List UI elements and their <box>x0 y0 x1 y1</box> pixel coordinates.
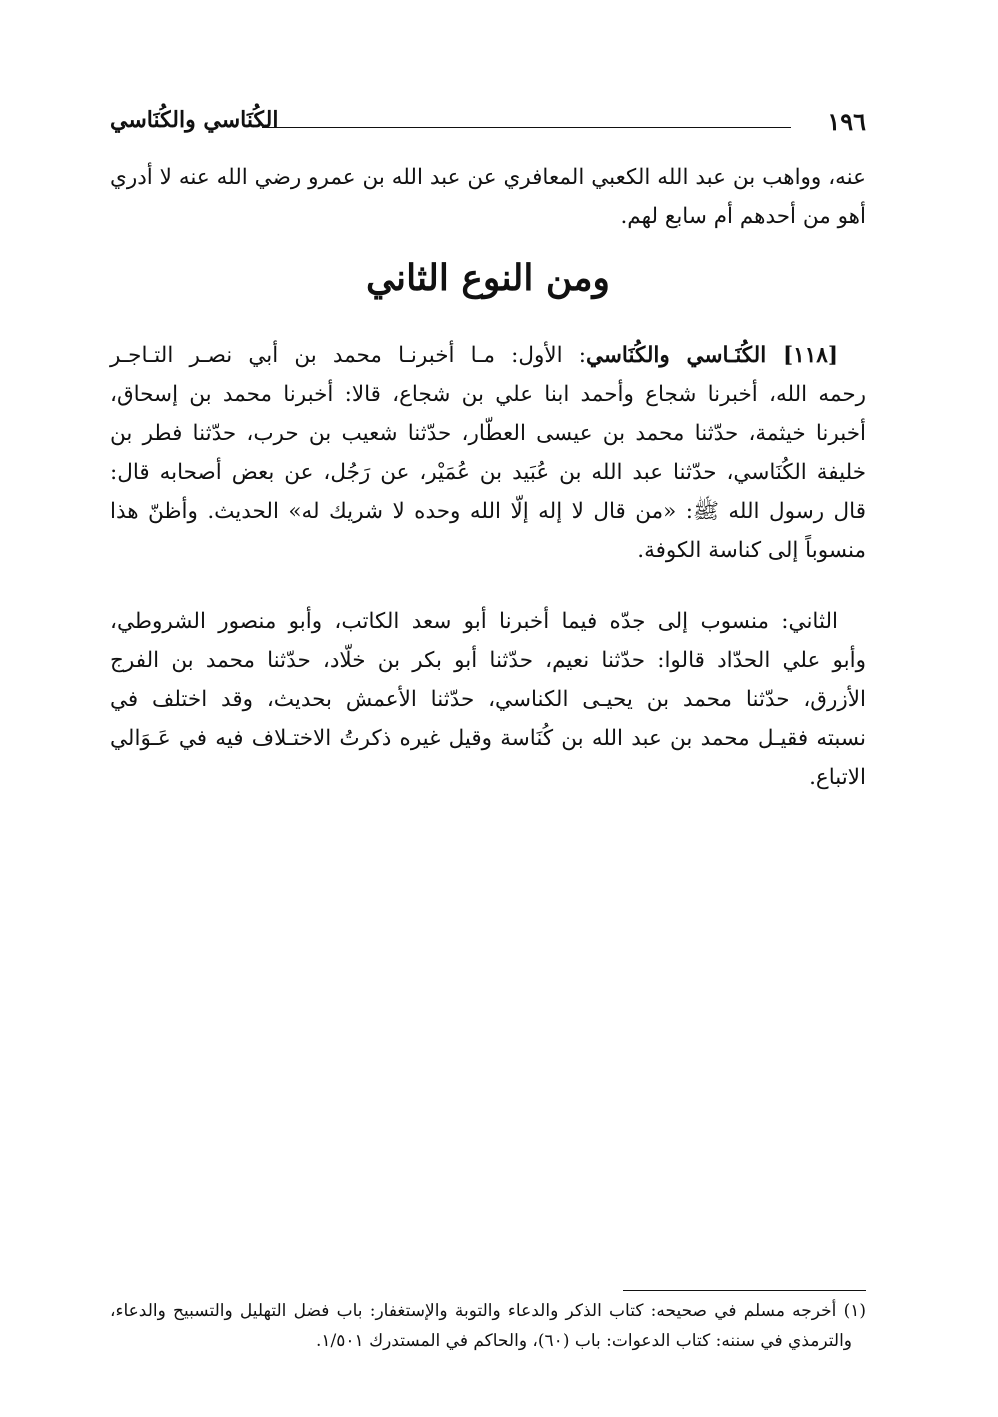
text-line: قال رسول الله ﷺ: «من قال لا إله إلّا الله وحده لا شريك له» الحديث. وأظنّ هذا <box>110 499 866 524</box>
text-line: عنه، وواهب بن عبد الله الكعبي المعافري عن عبد الله بن عمرو رضي الله عنه لا أدري <box>110 165 866 190</box>
page-header <box>110 103 866 147</box>
section-heading: ومن النوع الثاني <box>366 257 610 299</box>
text-line: أخبرنا خيثمة، حدّثنا محمد بن عيسى العطّار، حدّثنا شعيب بن حرب، حدّثنا فطر بن <box>110 421 866 446</box>
entry-paragraph <box>110 336 866 570</box>
entry-heading: [١١٨] الكُنَـاسي والكُنَاسي <box>586 343 838 368</box>
footnote-line: (١) أخرجه مسلم في صحيحه: كتاب الذكر والدعاء والتوبة والإستغفار: باب فضل التهليل والتسبيح والدعاء، <box>110 1301 866 1321</box>
intro-paragraph <box>110 158 866 236</box>
text-line: الثاني: منسوب إلى جدّه فيما أخبرنا أبو سعد الكاتب، وأبو منصور الشروطي، <box>110 609 838 634</box>
text-line: أهو من أحدهم أم سابع لهم. <box>620 204 866 229</box>
page-number: ١٩٦ <box>827 107 866 136</box>
text-line: خليفة الكُنَاسي، حدّثنا عبد الله بن عُبَيد بن عُمَيْر، عن رَجُل، عن بعض أصحابه قال: <box>110 460 866 485</box>
text-line <box>110 336 866 375</box>
text-line: منسوباً إلى كناسة الكوفة. <box>637 538 866 563</box>
header-rule <box>262 127 791 128</box>
running-title: الكُنَاسي والكُنَاسي <box>110 107 279 133</box>
footnote-line: والترمذي في سننه: كتاب الدعوات: باب (٦٠)، والحاكم في المستدرك ١/٥٠١. <box>316 1331 852 1351</box>
footnotes <box>110 1296 866 1356</box>
text-line: الأزرق، حدّثنا محمد بن يحيـى الكناسي، حدّثنا الأعمش بحديث، وقد اختلف في <box>110 687 866 712</box>
entry-first-line-text: : الأول: مـا أخبرنـا محمد بن أبي نصـر التـاجـر <box>110 343 586 368</box>
second-paragraph <box>110 602 866 797</box>
text-line: الاتباع. <box>809 765 866 790</box>
text-line: نسبته فقيـل محمد بن عبد الله بن كُنَاسة وقيل غيره ذكرتُ الاختـلاف فيه في عَـوَالي <box>110 726 866 751</box>
text-line: وأبو علي الحدّاد قالوا: حدّثنا نعيم، حدّثنا أبو بكر بن خلّاد، حدّثنا محمد بن الفرج <box>110 648 866 673</box>
text-line: رحمه الله، أخبرنا شجاع وأحمد ابنا علي بن شجاع، قالا: أخبرنا محمد بن إسحاق، <box>110 382 866 407</box>
footnote-separator <box>623 1290 866 1291</box>
